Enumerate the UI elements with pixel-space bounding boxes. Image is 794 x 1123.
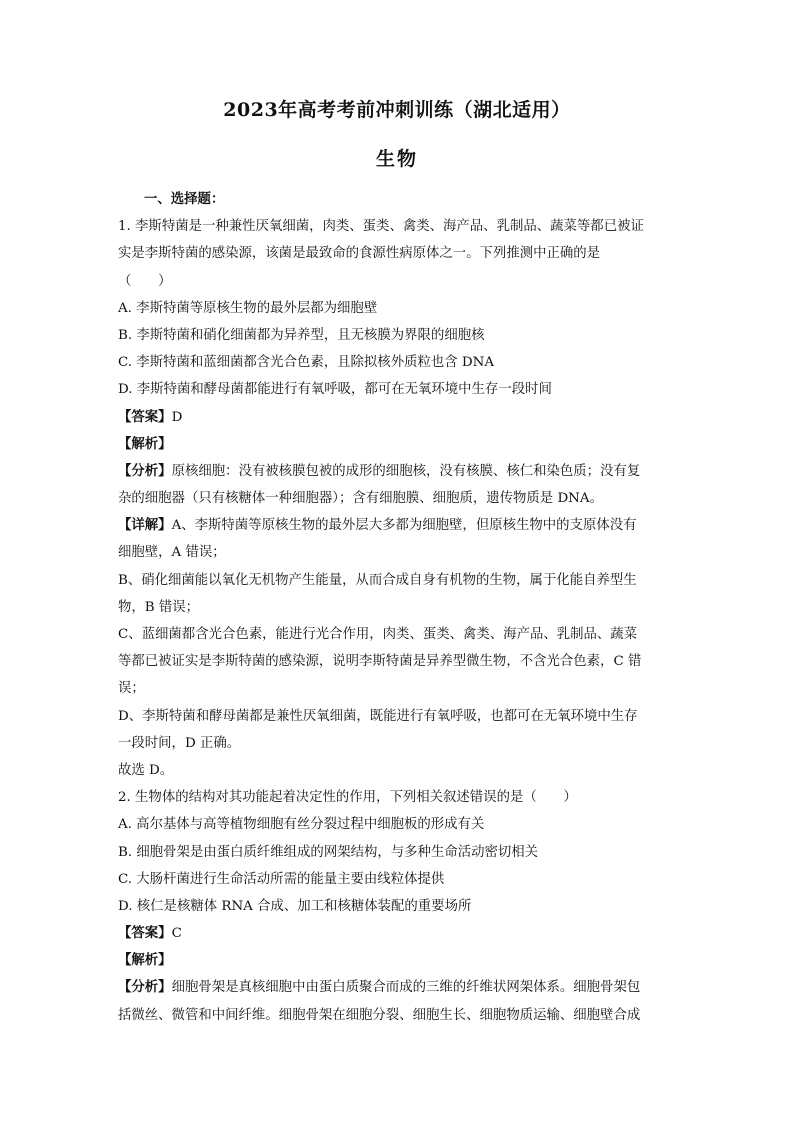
q1-answer [118,404,678,431]
fenxi-text: 细胞骨架是真核细胞中由蛋白质聚合而成的三维的纤维状网架体系。细胞骨架包 [171,980,641,996]
q2-stem: 2. 生物体的结构对其功能起着决定性的作用，下列相关叙述错误的是（ ） [118,790,577,806]
q2-option-d: D. 核仁是核糖体 RNA 合成、加工和核糖体装配的重要场所 [118,898,472,914]
answer-value: D [171,409,183,425]
answer-value: C [171,926,182,942]
q1-xiangjie [118,512,678,539]
q2-answer [118,920,678,947]
section-heading: 一、选择题： [144,191,225,207]
q1-xiangjie-line: 物，B 错误； [118,599,200,615]
q1-stem-line: 1. 李斯特菌是一种兼性厌氧细菌，肉类、蛋类、禽类、海产品、乳制品、蔬菜等都已被证 [118,219,644,235]
q1-analysis-label: 【解析】 [118,435,172,452]
q1-xiangjie-line: 误； [118,681,145,697]
q1-xiangjie-line: 细胞壁，A 错误； [118,545,226,561]
subject-title: 生物 [375,148,418,170]
q1-option-b: B. 李斯特菌和硝化细菌都为异养型，且无核膜为界限的细胞核 [118,327,485,343]
q1-stem-line: 实是李斯特菌的感染源，该菌是最致命的食源性病原体之一。下列推测中正确的是 [118,246,601,262]
q2-analysis-label: 【解析】 [118,952,172,969]
document-body [118,186,678,1029]
q1-xiangjie-line: 一段时间，D 正确。 [118,735,241,751]
q1-xiangjie-line: D、李斯特菌和酵母菌都是兼性厌氧细菌，既能进行有氧呼吸，也都可在无氧环境中生存 [118,708,638,724]
q2-fenxi-line: 括微丝、微管和中间纤维。细胞骨架在细胞分裂、细胞生长、细胞物质运输、细胞壁合成 [118,1007,641,1023]
q1-fenxi-line: 杂的细胞器（只有核糖体一种细胞器）；含有细胞膜、细胞质，遗传物质是 DNA。 [118,491,603,507]
q1-xiangjie-line: B、硝化细菌能以氧化无机物产生能量，从而合成自身有机物的生物，属于化能自养型生 [118,572,637,588]
answer-label: 【答案】 [118,408,172,425]
q2-option-b: B. 细胞骨架是由蛋白质纤维组成的网架结构，与多种生命活动密切相关 [118,844,539,860]
q1-option-c: C. 李斯特菌和蓝细菌都含光合色素，且除拟核外质粒也含 DNA [118,355,495,371]
page-title: 2023年高考考前冲刺训练（湖北适用） [223,99,571,121]
q1-option-a: A. 李斯特菌等原核生物的最外层都为细胞壁 [118,300,378,316]
xiangjie-label: 【详解】 [118,517,172,534]
xiangjie-text: A、李斯特菌等原核生物的最外层大多都为细胞壁，但原核生物中的支原体没有 [171,518,637,534]
q1-xiangjie-line: C、蓝细菌都含光合色素，能进行光合作用，肉类、蛋类、禽类、海产品、乳制品、蔬菜 [118,627,638,642]
fenxi-text: 原核细胞：没有被核膜包被的成形的细胞核，没有核膜、核仁和染色质；没有复 [171,463,641,479]
q1-xiangjie-line: 等都已被证实是李斯特菌的感染源，说明李斯特菌是异养型微生物，不含光合色素，C 错 [118,654,642,670]
q1-fenxi [118,458,678,485]
answer-label: 【答案】 [118,925,172,942]
fenxi-label: 【分析】 [118,979,172,996]
q2-fenxi [118,974,678,1001]
q2-option-c: C. 大肠杆菌进行生命活动所需的能量主要由线粒体提供 [118,871,445,887]
q1-stem-line: （ ） [118,273,172,289]
q1-conclusion: 故选 D。 [118,762,174,778]
q1-option-d: D. 李斯特菌和酵母菌都能进行有氧呼吸，都可在无氧环境中生存一段时间 [118,382,552,398]
fenxi-label: 【分析】 [118,462,172,479]
q2-option-a: A. 高尔基体与高等植物细胞有丝分裂过程中细胞板的形成有关 [118,817,485,833]
